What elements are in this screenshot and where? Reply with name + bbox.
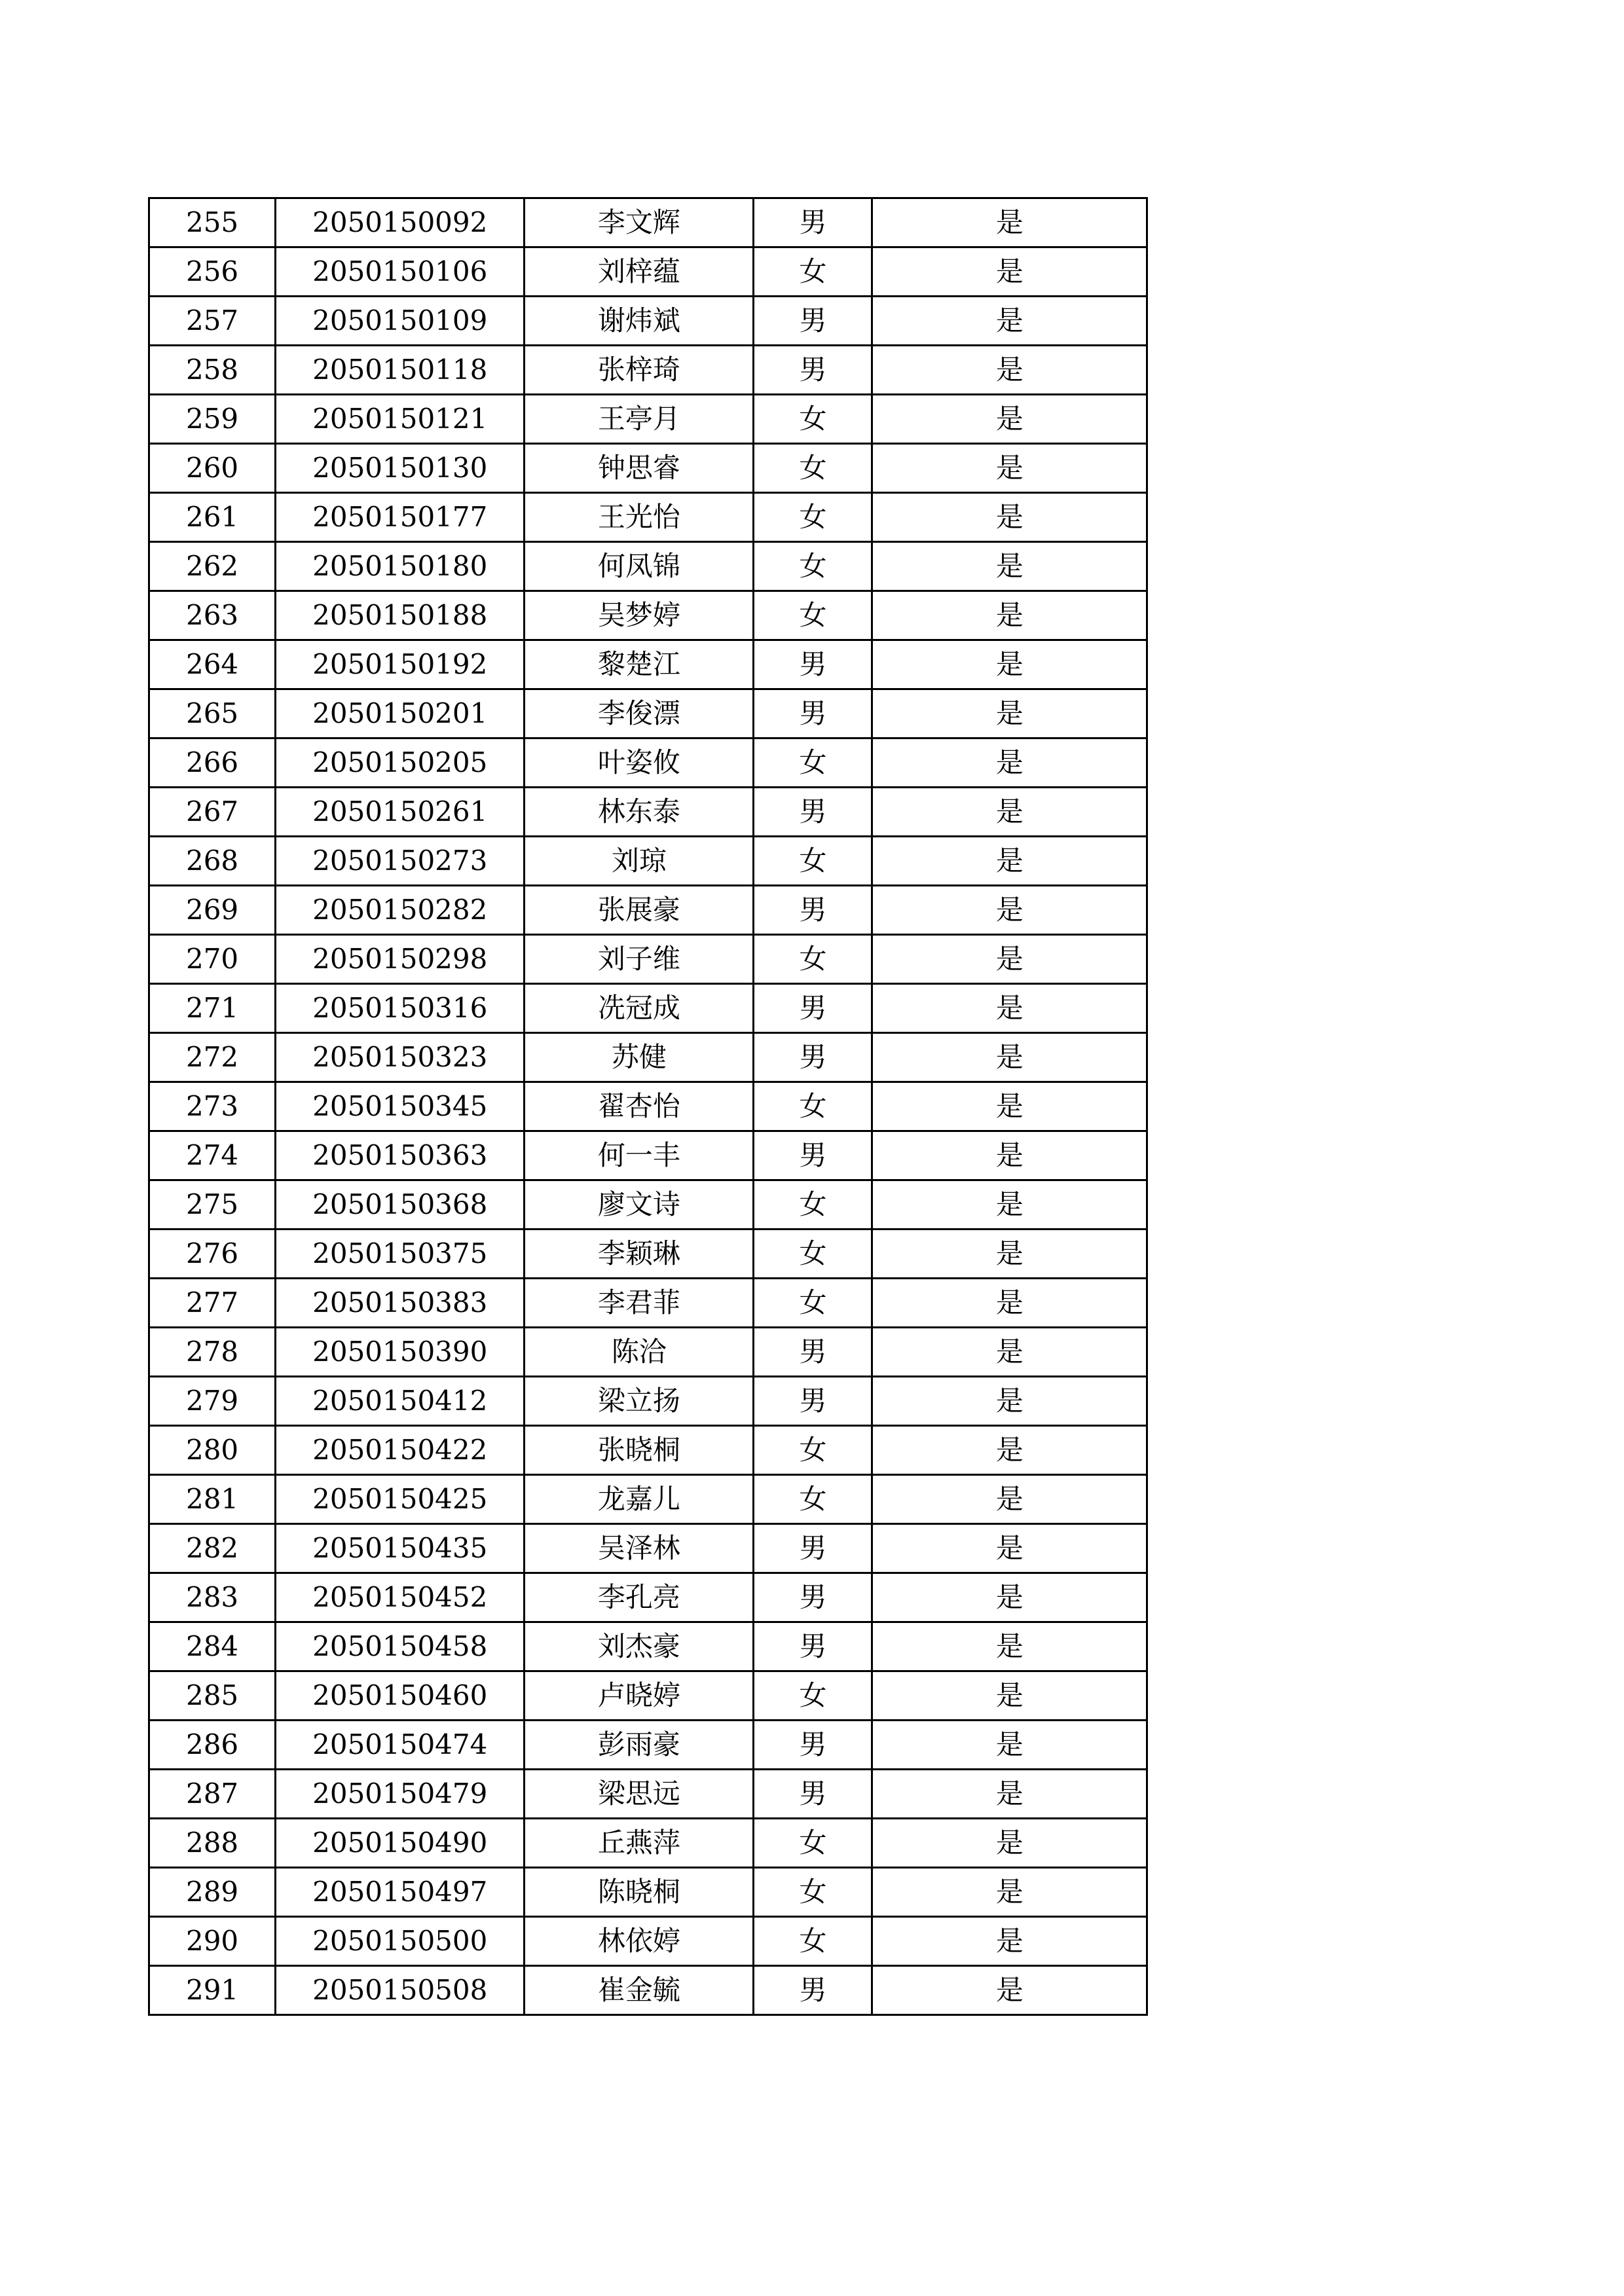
table-row <box>149 247 1147 297</box>
student-name-cell: 刘子维 <box>525 935 754 984</box>
table-row <box>149 346 1147 395</box>
student-name-cell: 刘杰豪 <box>525 1622 754 1671</box>
row-number-cell: 285 <box>149 1671 276 1721</box>
table-row <box>149 1377 1147 1426</box>
status-cell: 是 <box>872 837 1147 886</box>
table-row <box>149 1230 1147 1279</box>
row-number-cell: 259 <box>149 395 276 444</box>
student-name-cell: 吴泽林 <box>525 1524 754 1573</box>
student-id-cell: 2050150121 <box>276 395 525 444</box>
status-cell: 是 <box>872 591 1147 640</box>
status-cell: 是 <box>872 346 1147 395</box>
student-id-cell: 2050150390 <box>276 1328 525 1377</box>
table-row <box>149 444 1147 493</box>
gender-cell: 男 <box>754 788 872 837</box>
status-cell: 是 <box>872 1770 1147 1819</box>
row-number-cell: 278 <box>149 1328 276 1377</box>
row-number-cell: 261 <box>149 493 276 542</box>
student-name-cell: 王亭月 <box>525 395 754 444</box>
row-number-cell: 282 <box>149 1524 276 1573</box>
table-row <box>149 1328 1147 1377</box>
table-row <box>149 788 1147 837</box>
row-number-cell: 286 <box>149 1721 276 1770</box>
table-row <box>149 1524 1147 1573</box>
student-name-cell: 翟杏怡 <box>525 1082 754 1131</box>
gender-cell: 男 <box>754 198 872 247</box>
gender-cell: 女 <box>754 444 872 493</box>
gender-cell: 女 <box>754 1230 872 1279</box>
table-row <box>149 837 1147 886</box>
student-id-cell: 2050150458 <box>276 1622 525 1671</box>
status-cell: 是 <box>872 297 1147 346</box>
student-id-cell: 2050150508 <box>276 1966 525 2015</box>
gender-cell: 女 <box>754 247 872 297</box>
student-name-cell: 龙嘉儿 <box>525 1475 754 1524</box>
table-row <box>149 1426 1147 1475</box>
table-row <box>149 738 1147 788</box>
gender-cell: 男 <box>754 1131 872 1180</box>
student-roster-table <box>148 197 1148 2016</box>
gender-cell: 女 <box>754 493 872 542</box>
student-id-cell: 2050150092 <box>276 198 525 247</box>
student-id-cell: 2050150106 <box>276 247 525 297</box>
student-id-cell: 2050150261 <box>276 788 525 837</box>
gender-cell: 女 <box>754 1671 872 1721</box>
table-row <box>149 935 1147 984</box>
gender-cell: 男 <box>754 1524 872 1573</box>
gender-cell: 男 <box>754 1721 872 1770</box>
table-row <box>149 640 1147 689</box>
status-cell: 是 <box>872 1819 1147 1868</box>
table-row <box>149 1573 1147 1622</box>
table-row <box>149 1622 1147 1671</box>
row-number-cell: 291 <box>149 1966 276 2015</box>
student-id-cell: 2050150368 <box>276 1180 525 1230</box>
table-row <box>149 984 1147 1033</box>
gender-cell: 女 <box>754 1475 872 1524</box>
student-name-cell: 张晓桐 <box>525 1426 754 1475</box>
row-number-cell: 279 <box>149 1377 276 1426</box>
student-id-cell: 2050150345 <box>276 1082 525 1131</box>
gender-cell: 女 <box>754 837 872 886</box>
roster-body <box>149 198 1147 2015</box>
student-name-cell: 谢炜斌 <box>525 297 754 346</box>
status-cell: 是 <box>872 542 1147 591</box>
status-cell: 是 <box>872 493 1147 542</box>
row-number-cell: 265 <box>149 689 276 738</box>
student-id-cell: 2050150316 <box>276 984 525 1033</box>
gender-cell: 男 <box>754 297 872 346</box>
row-number-cell: 257 <box>149 297 276 346</box>
row-number-cell: 277 <box>149 1279 276 1328</box>
row-number-cell: 281 <box>149 1475 276 1524</box>
row-number-cell: 264 <box>149 640 276 689</box>
student-name-cell: 李君菲 <box>525 1279 754 1328</box>
status-cell: 是 <box>872 689 1147 738</box>
gender-cell: 男 <box>754 886 872 935</box>
student-id-cell: 2050150412 <box>276 1377 525 1426</box>
gender-cell: 女 <box>754 1082 872 1131</box>
student-name-cell: 张梓琦 <box>525 346 754 395</box>
row-number-cell: 280 <box>149 1426 276 1475</box>
table-row <box>149 886 1147 935</box>
status-cell: 是 <box>872 1180 1147 1230</box>
table-row <box>149 1819 1147 1868</box>
table-row <box>149 1671 1147 1721</box>
student-id-cell: 2050150188 <box>276 591 525 640</box>
table-row <box>149 1131 1147 1180</box>
student-id-cell: 2050150425 <box>276 1475 525 1524</box>
status-cell: 是 <box>872 935 1147 984</box>
student-id-cell: 2050150479 <box>276 1770 525 1819</box>
gender-cell: 女 <box>754 395 872 444</box>
student-name-cell: 丘燕萍 <box>525 1819 754 1868</box>
gender-cell: 女 <box>754 591 872 640</box>
row-number-cell: 284 <box>149 1622 276 1671</box>
student-name-cell: 陈晓桐 <box>525 1868 754 1917</box>
gender-cell: 女 <box>754 1868 872 1917</box>
row-number-cell: 275 <box>149 1180 276 1230</box>
student-name-cell: 彭雨豪 <box>525 1721 754 1770</box>
student-name-cell: 钟思睿 <box>525 444 754 493</box>
status-cell: 是 <box>872 1082 1147 1131</box>
student-name-cell: 何凤锦 <box>525 542 754 591</box>
student-name-cell: 梁思远 <box>525 1770 754 1819</box>
table-row <box>149 1180 1147 1230</box>
student-id-cell: 2050150201 <box>276 689 525 738</box>
student-id-cell: 2050150497 <box>276 1868 525 1917</box>
student-name-cell: 林依婷 <box>525 1917 754 1966</box>
row-number-cell: 283 <box>149 1573 276 1622</box>
student-name-cell: 刘梓蕴 <box>525 247 754 297</box>
table-row <box>149 1475 1147 1524</box>
row-number-cell: 270 <box>149 935 276 984</box>
status-cell: 是 <box>872 444 1147 493</box>
student-name-cell: 刘琼 <box>525 837 754 886</box>
student-id-cell: 2050150205 <box>276 738 525 788</box>
status-cell: 是 <box>872 1426 1147 1475</box>
student-name-cell: 王光怡 <box>525 493 754 542</box>
status-cell: 是 <box>872 1622 1147 1671</box>
student-name-cell: 叶姿攸 <box>525 738 754 788</box>
student-name-cell: 吴梦婷 <box>525 591 754 640</box>
student-id-cell: 2050150435 <box>276 1524 525 1573</box>
gender-cell: 男 <box>754 1622 872 1671</box>
row-number-cell: 263 <box>149 591 276 640</box>
gender-cell: 男 <box>754 1033 872 1082</box>
student-id-cell: 2050150298 <box>276 935 525 984</box>
table-row <box>149 1917 1147 1966</box>
status-cell: 是 <box>872 1230 1147 1279</box>
gender-cell: 女 <box>754 1917 872 1966</box>
status-cell: 是 <box>872 1524 1147 1573</box>
table-row <box>149 1966 1147 2015</box>
student-id-cell: 2050150192 <box>276 640 525 689</box>
gender-cell: 男 <box>754 1377 872 1426</box>
table-row <box>149 297 1147 346</box>
row-number-cell: 288 <box>149 1819 276 1868</box>
row-number-cell: 262 <box>149 542 276 591</box>
table-row <box>149 542 1147 591</box>
status-cell: 是 <box>872 198 1147 247</box>
row-number-cell: 260 <box>149 444 276 493</box>
gender-cell: 女 <box>754 1819 872 1868</box>
student-name-cell: 廖文诗 <box>525 1180 754 1230</box>
gender-cell: 男 <box>754 1328 872 1377</box>
status-cell: 是 <box>872 1671 1147 1721</box>
row-number-cell: 276 <box>149 1230 276 1279</box>
student-name-cell: 林东泰 <box>525 788 754 837</box>
student-id-cell: 2050150180 <box>276 542 525 591</box>
row-number-cell: 267 <box>149 788 276 837</box>
student-name-cell: 李俊漂 <box>525 689 754 738</box>
student-name-cell: 冼冠成 <box>525 984 754 1033</box>
status-cell: 是 <box>872 1377 1147 1426</box>
status-cell: 是 <box>872 738 1147 788</box>
gender-cell: 男 <box>754 346 872 395</box>
gender-cell: 男 <box>754 984 872 1033</box>
gender-cell: 女 <box>754 1279 872 1328</box>
table-row <box>149 493 1147 542</box>
row-number-cell: 255 <box>149 198 276 247</box>
status-cell: 是 <box>872 1131 1147 1180</box>
status-cell: 是 <box>872 1573 1147 1622</box>
student-id-cell: 2050150118 <box>276 346 525 395</box>
student-name-cell: 张展豪 <box>525 886 754 935</box>
row-number-cell: 269 <box>149 886 276 935</box>
student-id-cell: 2050150490 <box>276 1819 525 1868</box>
status-cell: 是 <box>872 247 1147 297</box>
row-number-cell: 290 <box>149 1917 276 1966</box>
student-name-cell: 何一丰 <box>525 1131 754 1180</box>
status-cell: 是 <box>872 1966 1147 2015</box>
student-id-cell: 2050150375 <box>276 1230 525 1279</box>
student-id-cell: 2050150500 <box>276 1917 525 1966</box>
status-cell: 是 <box>872 640 1147 689</box>
gender-cell: 女 <box>754 935 872 984</box>
student-id-cell: 2050150177 <box>276 493 525 542</box>
table-row <box>149 591 1147 640</box>
status-cell: 是 <box>872 1475 1147 1524</box>
status-cell: 是 <box>872 1033 1147 1082</box>
row-number-cell: 256 <box>149 247 276 297</box>
row-number-cell: 274 <box>149 1131 276 1180</box>
status-cell: 是 <box>872 984 1147 1033</box>
row-number-cell: 268 <box>149 837 276 886</box>
student-name-cell: 陈洽 <box>525 1328 754 1377</box>
student-id-cell: 2050150474 <box>276 1721 525 1770</box>
student-id-cell: 2050150130 <box>276 444 525 493</box>
row-number-cell: 273 <box>149 1082 276 1131</box>
student-name-cell: 李文辉 <box>525 198 754 247</box>
student-id-cell: 2050150323 <box>276 1033 525 1082</box>
table-row <box>149 1279 1147 1328</box>
student-name-cell: 黎楚江 <box>525 640 754 689</box>
row-number-cell: 272 <box>149 1033 276 1082</box>
gender-cell: 女 <box>754 1180 872 1230</box>
student-name-cell: 苏健 <box>525 1033 754 1082</box>
gender-cell: 女 <box>754 542 872 591</box>
row-number-cell: 258 <box>149 346 276 395</box>
table-row <box>149 1721 1147 1770</box>
student-id-cell: 2050150282 <box>276 886 525 935</box>
student-id-cell: 2050150452 <box>276 1573 525 1622</box>
student-name-cell: 崔金毓 <box>525 1966 754 2015</box>
row-number-cell: 266 <box>149 738 276 788</box>
row-number-cell: 287 <box>149 1770 276 1819</box>
gender-cell: 男 <box>754 1573 872 1622</box>
student-id-cell: 2050150363 <box>276 1131 525 1180</box>
student-id-cell: 2050150109 <box>276 297 525 346</box>
row-number-cell: 289 <box>149 1868 276 1917</box>
gender-cell: 女 <box>754 1426 872 1475</box>
status-cell: 是 <box>872 886 1147 935</box>
status-cell: 是 <box>872 1917 1147 1966</box>
student-id-cell: 2050150460 <box>276 1671 525 1721</box>
table-row <box>149 1082 1147 1131</box>
gender-cell: 男 <box>754 689 872 738</box>
student-id-cell: 2050150383 <box>276 1279 525 1328</box>
student-name-cell: 梁立扬 <box>525 1377 754 1426</box>
student-id-cell: 2050150273 <box>276 837 525 886</box>
gender-cell: 男 <box>754 1770 872 1819</box>
status-cell: 是 <box>872 1868 1147 1917</box>
table-row <box>149 198 1147 247</box>
gender-cell: 男 <box>754 640 872 689</box>
student-name-cell: 卢晓婷 <box>525 1671 754 1721</box>
table-row <box>149 1868 1147 1917</box>
student-id-cell: 2050150422 <box>276 1426 525 1475</box>
status-cell: 是 <box>872 1328 1147 1377</box>
gender-cell: 男 <box>754 1966 872 2015</box>
table-row <box>149 689 1147 738</box>
row-number-cell: 271 <box>149 984 276 1033</box>
status-cell: 是 <box>872 395 1147 444</box>
status-cell: 是 <box>872 1721 1147 1770</box>
table-row <box>149 1033 1147 1082</box>
table-row <box>149 395 1147 444</box>
student-name-cell: 李孔亮 <box>525 1573 754 1622</box>
gender-cell: 女 <box>754 738 872 788</box>
status-cell: 是 <box>872 788 1147 837</box>
student-name-cell: 李颖琳 <box>525 1230 754 1279</box>
status-cell: 是 <box>872 1279 1147 1328</box>
table-row <box>149 1770 1147 1819</box>
